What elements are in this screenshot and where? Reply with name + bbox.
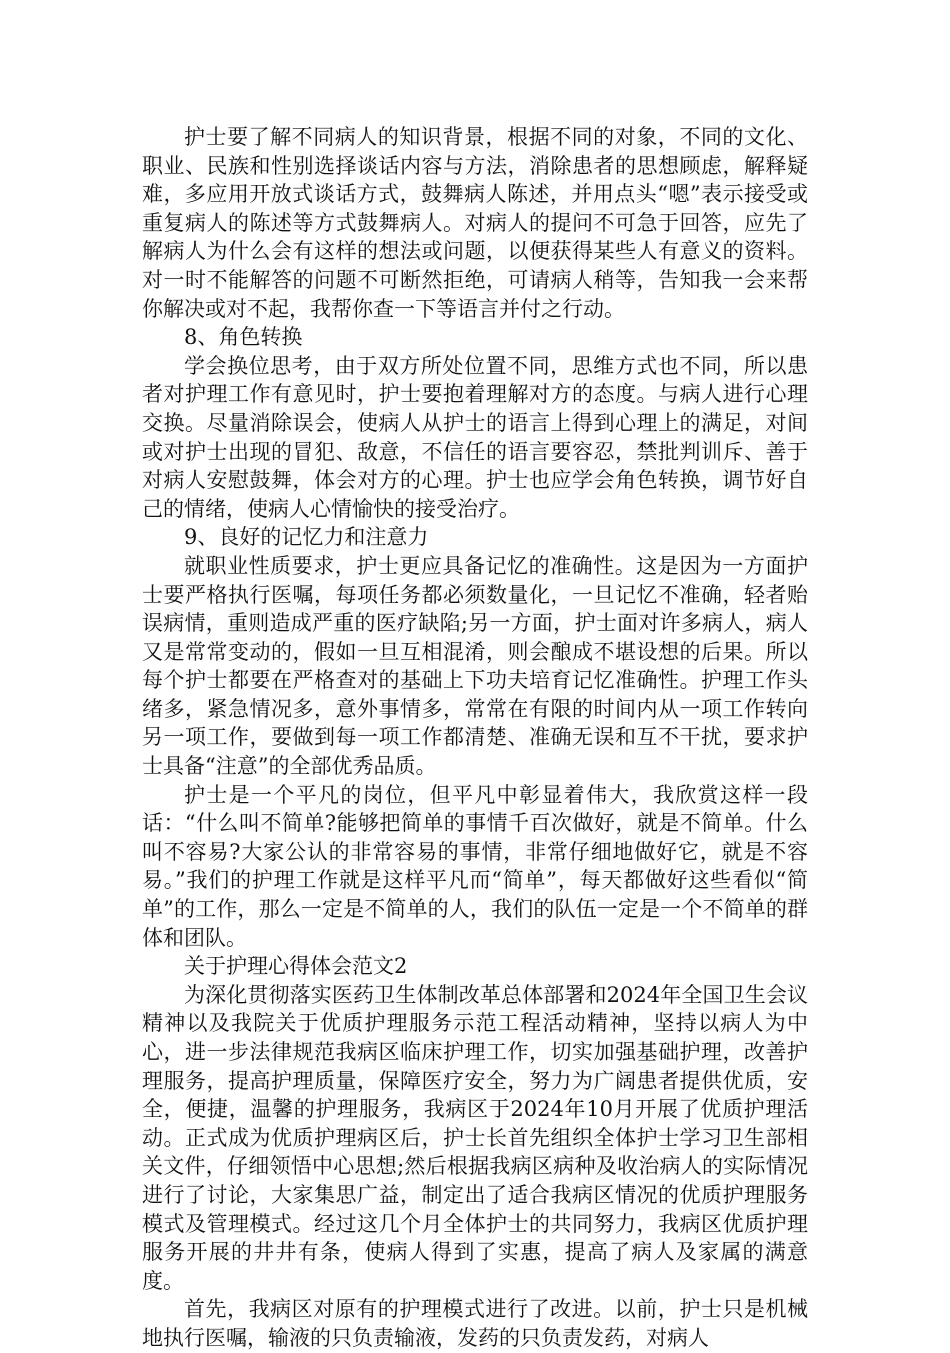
heading-role-switch: 8、角色转换 xyxy=(184,325,303,350)
document-body xyxy=(142,123,808,1353)
paragraph-quality-care: 为深化贯彻落实医药卫生体制改革总体部署和2024年全国卫生会议精神以及我院关于优质护理服务示范工程活动精神，坚持以病人为中心，进一步法律规范我病区临床护理工作，切实加强基础护理，改善护理服务，提高护理质量，保障医疗安全，努力为广阔患者提供优质，安全，便捷，温馨的护理服务，我病区于2024年10月开展了优质护理活动。正式成为优质护理病区后，护士长首先组织全体护士学习卫生部相关文件，仔细领悟中心思想;然后根据我病区病种及收治病人的实际情况进行了讨论，大家集思广益，制定出了适合我病区情况的优质护理服务模式及管理模式。经过这几个月全体护士的共同努力，我病区优质护理服务开展的井井有条，使病人得到了实惠，提高了病人及家属的满意度。 xyxy=(142,982,808,1293)
paragraph-care-model-change: 首先，我病区对原有的护理模式进行了改进。以前，护士只是机械地执行医嘱，输液的只负责输液，发药的只负责发药，对病人 xyxy=(142,1297,808,1350)
paragraph-role-switch: 学会换位思考，由于双方所处位置不同，思维方式也不同，所以患者对护理工作有意见时，护士要抱着理解对方的态度。与病人进行心理交换。尽量消除误会，使病人从护士的语言上得到心理上的满足，对间或对护士出现的冒犯、敌意，不信任的语言要容忍，禁批判训斥、善于对病人安慰鼓舞，体会对方的心理。护士也应学会角色转换，调节好自己的情绪，使病人心情愉快的接受治疗。 xyxy=(142,353,808,521)
paragraph-communication: 护士要了解不同病人的知识背景，根据不同的对象，不同的文化、职业、民族和性别选择谈话内容与方法，消除患者的思想顾虑，解释疑难，多应用开放式谈话方式，鼓舞病人陈述，并用点头“嗯”表示接受或重复病人的陈述等方式鼓舞病人。对病人的提问不可急于回答，应先了解病人为什么会有这样的想法或问题，以便获得某些人有意义的资料。对一时不能解答的问题不可断然拒绝，可请病人稍等，告知我一会来帮你解决或对不起，我帮你查一下等语言并付之行动。 xyxy=(142,125,808,321)
heading-sample-essay-2: 关于护理心得体会范文2 xyxy=(184,954,408,979)
heading-memory-attention: 9、良好的记忆力和注意力 xyxy=(184,525,429,550)
paragraph-ordinary-post: 护士是一个平凡的岗位，但平凡中彰显着伟大，我欣赏这样一段话：“什么叫不简单?能够把简单的事情千百次做好，就是不简单。什么叫不容易?大家公认的非常容易的事情，非常仔细地做好它，就是不容易。”我们的护理工作就是这样平凡而“简单”，每天都做好这些看似“简单”的工作，那么一定是不简单的人，我们的队伍一定是一个不简单的群体和团队。 xyxy=(142,782,808,950)
paragraph-memory-attention: 就职业性质要求，护士更应具备记忆的准确性。这是因为一方面护士要严格执行医嘱，每项任务都必须数量化，一旦记忆不准确，轻者贻误病情，重则造成严重的医疗缺陷;另一方面，护士面对许多病人，病人又是常常变动的，假如一旦互相混淆，则会酿成不堪设想的后果。所以每个护士都要在严格查对的基础上下功夫培育记忆准确性。护理工作头绪多，紧急情况多，意外事情多，常常在有限的时间内从一项工作转向另一项工作，要做到每一项工作都清楚、准确无误和互不干扰，要求护士具备“注意”的全部优秀品质。 xyxy=(142,553,808,779)
